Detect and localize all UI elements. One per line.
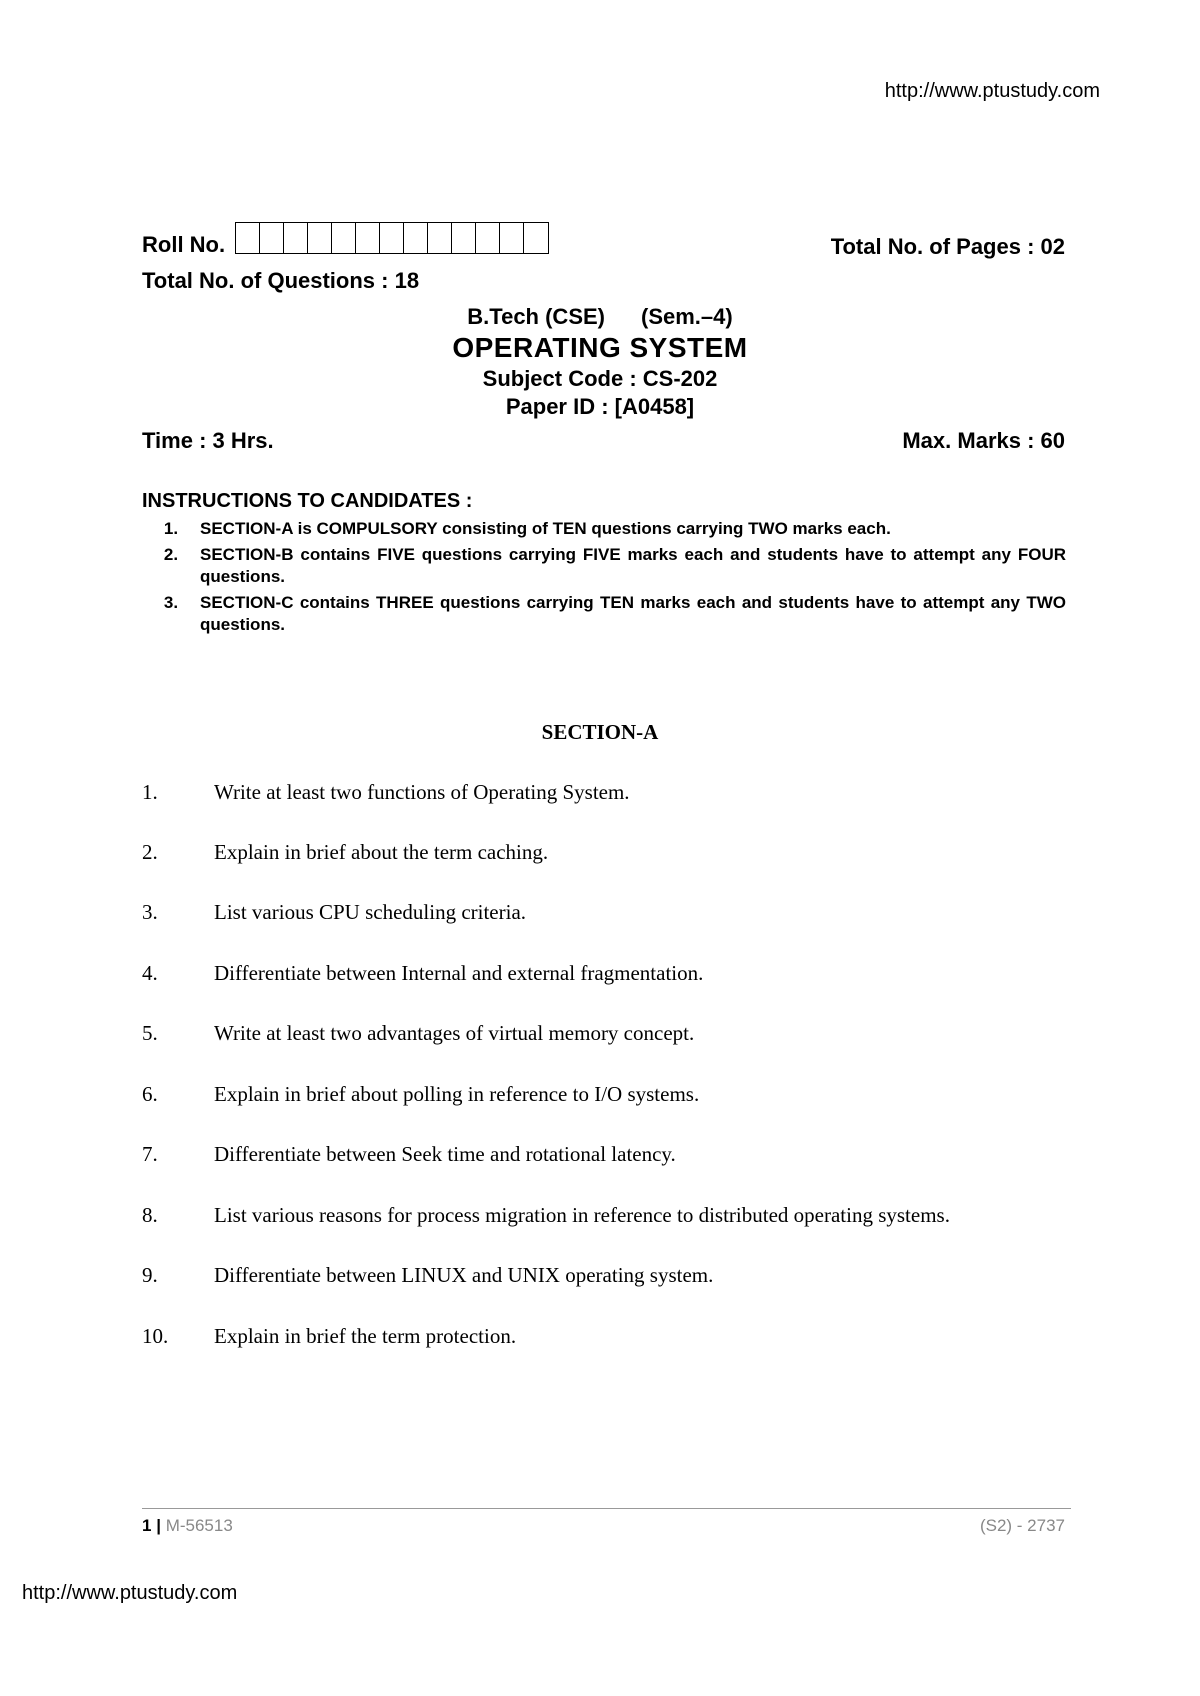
instruction-text: SECTION-B contains FIVE questions carrying FIVE marks each and students have to attempt any FOUR questions. — [200, 545, 1066, 586]
paper-code: M-56513 — [165, 1516, 233, 1535]
total-pages: Total No. of Pages : 02 — [830, 234, 1065, 259]
total-questions: Total No. of Questions : 18 — [142, 268, 420, 293]
question-number: 5. — [142, 1021, 158, 1045]
question-text: Write at least two functions of Operating System. — [214, 780, 630, 804]
watermark-url-bottom: http://www.ptustudy.com — [22, 1582, 238, 1604]
question-text: Write at least two advantages of virtual memory concept. — [214, 1021, 695, 1045]
question-item — [142, 1324, 516, 1349]
roll-box — [236, 223, 260, 253]
semester: (Sem.–4) — [641, 304, 733, 329]
paper-title: OPERATING SYSTEM — [452, 332, 748, 363]
question-item — [142, 840, 548, 865]
question-item — [142, 961, 703, 986]
page-number: 1 — [142, 1516, 152, 1535]
question-text: Differentiate between Internal and external fragmentation. — [214, 961, 704, 985]
question-number: 7. — [142, 1142, 158, 1166]
question-item — [142, 1082, 699, 1107]
question-number: 3. — [142, 900, 158, 924]
question-text: List various CPU scheduling criteria. — [214, 900, 527, 924]
roll-number-row — [142, 222, 549, 258]
roll-box — [524, 223, 548, 253]
instructions-list — [142, 518, 1066, 640]
watermark-url-top: http://www.ptustudy.com — [884, 80, 1100, 102]
roll-box — [428, 223, 452, 253]
instruction-item — [142, 518, 1066, 540]
roll-box — [404, 223, 428, 253]
footer-right-code: (S2) - 2737 — [979, 1516, 1065, 1535]
instruction-number: 3. — [163, 593, 179, 612]
roll-box — [476, 223, 500, 253]
max-marks: Max. Marks : 60 — [902, 428, 1065, 453]
question-text: List various reasons for process migration in reference to distributed operating systems. — [214, 1203, 950, 1227]
roll-box — [356, 223, 380, 253]
question-number: 1. — [142, 780, 158, 804]
question-item — [142, 1263, 713, 1288]
course-line — [0, 304, 1200, 330]
question-number: 4. — [142, 961, 158, 985]
roll-number-label: Roll No. — [142, 232, 226, 257]
instruction-text: SECTION-C contains THREE questions carrying TEN marks each and students have to attempt any TWO questions. — [200, 593, 1066, 634]
question-text: Differentiate between LINUX and UNIX operating system. — [214, 1263, 714, 1287]
roll-box — [500, 223, 524, 253]
question-number: 6. — [142, 1082, 158, 1106]
footer-divider — [142, 1508, 1071, 1509]
footer-left — [142, 1516, 233, 1536]
instruction-number: 2. — [163, 545, 179, 564]
question-text: Explain in brief about polling in reference to I/O systems. — [214, 1082, 700, 1106]
instruction-item — [142, 592, 1066, 636]
question-number: 9. — [142, 1263, 158, 1287]
roll-box — [452, 223, 476, 253]
paper-id: Paper ID : [A0458] — [505, 394, 695, 419]
question-item — [142, 1203, 950, 1228]
course-name: B.Tech (CSE) — [467, 304, 605, 329]
footer-separator: | — [156, 1516, 161, 1535]
exam-time: Time : 3 Hrs. — [142, 428, 274, 453]
question-item — [142, 1142, 676, 1167]
instruction-text: SECTION-A is COMPULSORY consisting of TEN questions carrying TWO marks each. — [200, 519, 891, 538]
question-number: 10. — [142, 1324, 169, 1348]
question-number: 2. — [142, 840, 158, 864]
roll-box — [284, 223, 308, 253]
question-item — [142, 900, 526, 925]
instruction-number: 1. — [163, 519, 179, 538]
roll-box — [308, 223, 332, 253]
roll-box — [380, 223, 404, 253]
question-text: Explain in brief about the term caching. — [214, 840, 549, 864]
question-item — [142, 1021, 694, 1046]
question-text: Explain in brief the term protection. — [214, 1324, 517, 1348]
instructions-heading: INSTRUCTIONS TO CANDIDATES : — [142, 490, 473, 512]
question-number: 8. — [142, 1203, 158, 1227]
question-text: Differentiate between Seek time and rotational latency. — [214, 1142, 676, 1166]
section-a-heading: SECTION-A — [541, 720, 659, 744]
question-item — [142, 780, 630, 805]
roll-number-boxes — [235, 222, 549, 254]
instruction-item — [142, 544, 1066, 588]
roll-box — [332, 223, 356, 253]
roll-box — [260, 223, 284, 253]
subject-code: Subject Code : CS-202 — [482, 366, 718, 391]
